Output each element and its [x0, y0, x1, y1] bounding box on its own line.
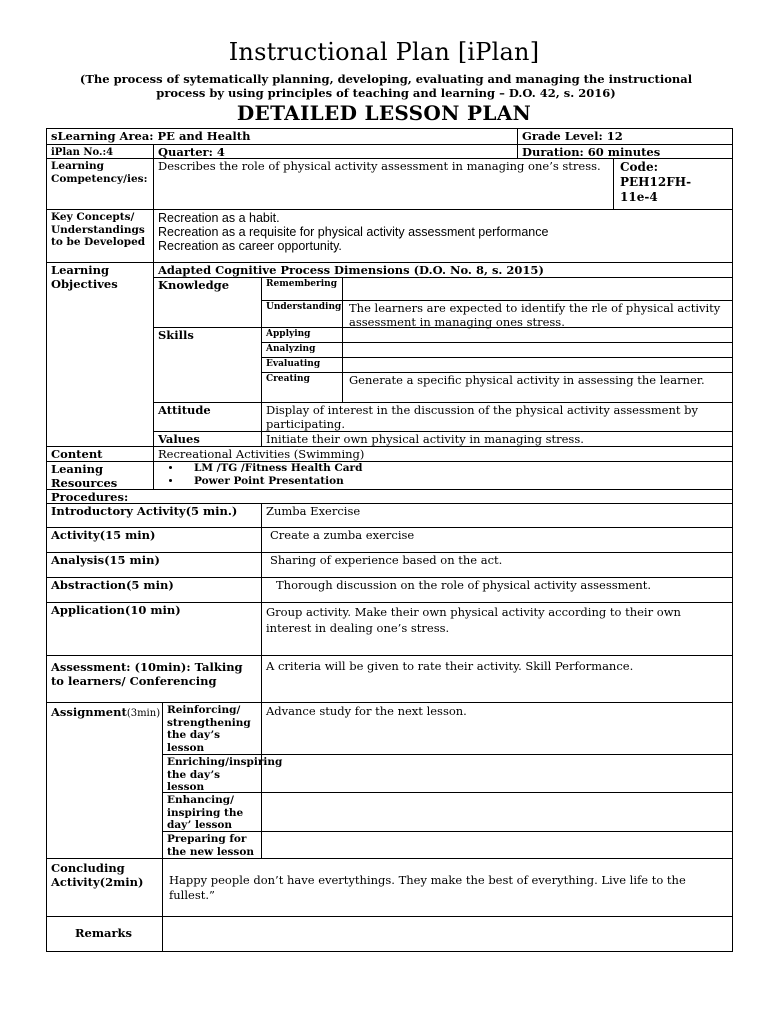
- skills-cell: Skills: [153, 327, 262, 403]
- remarks-label: Remarks: [46, 916, 163, 952]
- applying-value-cell: [342, 327, 733, 343]
- remarks-value: [162, 916, 733, 952]
- knowledge-cell: Knowledge: [153, 277, 262, 328]
- application-label: Application(10 min): [46, 602, 262, 656]
- key-concepts-cell: [153, 209, 733, 263]
- preparing-value: [261, 831, 733, 859]
- assignment-time: (3min): [126, 708, 161, 719]
- remembering-value-cell: [342, 277, 733, 301]
- reinforcing-value: Advance study for the next lesson.: [261, 702, 733, 755]
- creating-cell: Creating: [261, 372, 343, 403]
- analyzing-value-cell: [342, 342, 733, 358]
- analyzing-cell: Analyzing: [261, 342, 343, 358]
- document-subtitle: [56, 72, 716, 100]
- subtitle-text: (The process of sytematically planning, developing, evaluating and managing the instructional process by using principles of teaching and learning – D.O. 42, s. 2016): [79, 72, 693, 100]
- lesson-plan-heading: DETAILED LESSON PLAN: [236, 101, 532, 125]
- intro-activity-value: Zumba Exercise: [261, 503, 733, 528]
- assessment-value: A criteria will be given to rate their activity. Skill Performance.: [261, 655, 733, 703]
- concluding-value: Happy people don’t have evertythings. They make the best of everything. Live life to the fullest.”: [162, 858, 733, 917]
- enhancing-cell: Enhancing/ inspiring the day’ lesson: [162, 792, 262, 832]
- assessment-label: Assessment: (10min): Talking to learners/ Conferencing: [46, 655, 262, 703]
- assignment-title: Assignment: [51, 705, 127, 719]
- attitude-cell: Attitude: [153, 402, 262, 432]
- competency-label-cell: Learning Competency/ies:: [46, 158, 154, 210]
- content-label-cell: Content: [46, 446, 154, 462]
- reinforcing-cell: Reinforcing/ strengthening the day’s lesson: [162, 702, 262, 755]
- resources-value-cell: [153, 461, 733, 490]
- evaluating-cell: Evaluating: [261, 357, 343, 373]
- attitude-value-cell: Display of interest in the discussion of the physical activity assessment by participating.: [261, 402, 733, 432]
- procedures-header: Procedures:: [46, 489, 733, 504]
- remembering-cell: Remembering: [261, 277, 343, 301]
- content-value-cell: Recreational Activities (Swimming): [153, 446, 733, 462]
- learning-area-cell: sLearning Area: PE and Health: [46, 128, 518, 145]
- analysis-value: Sharing of experience based on the act.: [261, 552, 733, 578]
- resource-item: • LM /TG /Fitness Health Card: [182, 462, 732, 475]
- assignment-label: [46, 702, 163, 859]
- preparing-cell: Preparing for the new lesson: [162, 831, 262, 859]
- duration-cell: Duration: 60 minutes: [517, 144, 733, 159]
- activity-value: Create a zumba exercise: [261, 527, 733, 553]
- competency-text-cell: Describes the role of physical activity assessment in managing one’s stress.: [153, 158, 614, 210]
- values-value-cell: Initiate their own physical activity in managing stress.: [261, 431, 733, 447]
- key-concept-item: Recreation as career opportunity.: [158, 239, 342, 253]
- document-title: Instructional Plan [iPlan]: [228, 38, 540, 66]
- activity-label: Activity(15 min): [46, 527, 262, 553]
- abstraction-label: Abstraction(5 min): [46, 577, 262, 603]
- cognitive-dimensions-header: Adapted Cognitive Process Dimensions (D.O. No. 8, s. 2015): [153, 262, 733, 278]
- enhancing-value: [261, 792, 733, 832]
- enriching-cell: Enriching/inspiring the day’s lesson: [162, 754, 262, 793]
- enriching-value: [261, 754, 733, 793]
- understanding-value-cell: The learners are expected to identify the rle of physical activity assessment in managing ones stress.: [342, 300, 733, 328]
- learning-objectives-label-cell: Learning Objectives: [46, 262, 154, 447]
- analysis-label: Analysis(15 min): [46, 552, 262, 578]
- applying-cell: Applying: [261, 327, 343, 343]
- intro-activity-label: Introductory Activity(5 min.): [46, 503, 262, 528]
- key-concept-item: Recreation as a habit.: [158, 211, 280, 225]
- understanding-cell: Understanding: [261, 300, 343, 328]
- quarter-cell: Quarter: 4: [153, 144, 518, 159]
- code-cell: Code: PEH12FH-11e-4: [613, 158, 733, 210]
- concluding-label: Concluding Activity(2min): [46, 858, 163, 917]
- application-value: Group activity. Make their own physical activity according to their own interest in dealing one’s stress.: [261, 602, 733, 656]
- values-cell: Values: [153, 431, 262, 447]
- key-concept-item: Recreation as a requisite for physical activity assessment performance: [158, 225, 549, 239]
- creating-value-cell: Generate a specific physical activity in assessing the learner.: [342, 372, 733, 403]
- abstraction-value: Thorough discussion on the role of physical activity assessment.: [261, 577, 733, 603]
- resources-label-cell: Leaning Resources: [46, 461, 154, 490]
- resource-item: • Power Point Presentation: [182, 475, 732, 488]
- grade-level-cell: Grade Level: 12: [517, 128, 733, 145]
- evaluating-value-cell: [342, 357, 733, 373]
- iplan-no-cell: iPlan No.:4: [46, 144, 154, 159]
- key-concepts-label-cell: Key Concepts/ Understandings to be Developed: [46, 209, 154, 263]
